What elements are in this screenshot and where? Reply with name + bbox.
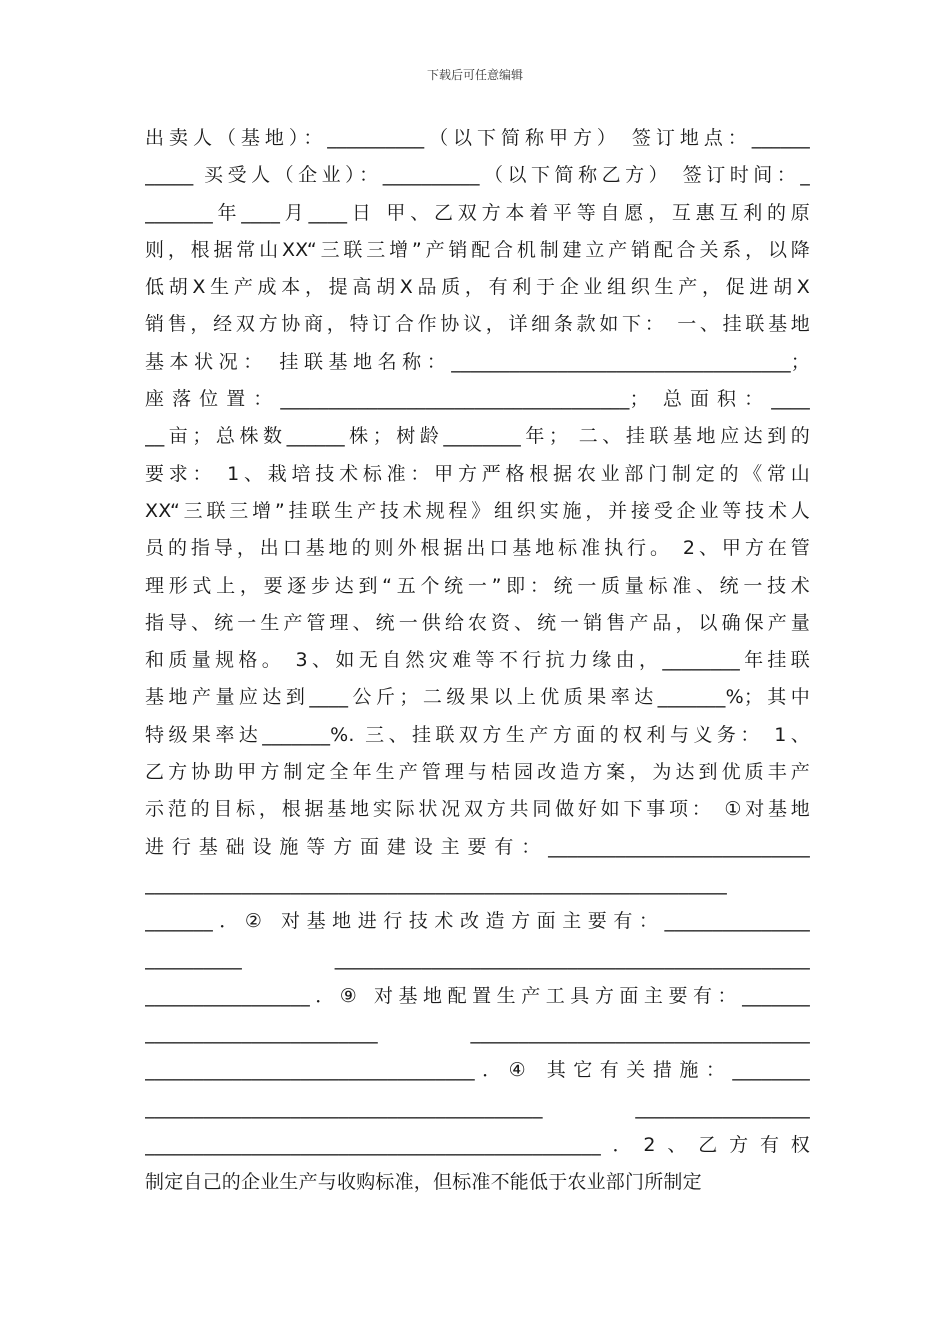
text-line: __________ _________________________________________________	[145, 947, 810, 970]
text-line: 理形式上，要逐步达到“五个统一”即：统一质量标准、统一技术	[145, 574, 810, 597]
text-line: 特级果率达_______%. 三、挂联双方生产方面的权利与义务： 1、	[145, 723, 810, 746]
text-line: 指导、统一生产管理、统一供给农资、统一销售产品，以确保产量	[145, 611, 810, 634]
text-line: 制定自己的企业生产与收购标准，但标准不能低于农业部门所制定	[145, 1171, 702, 1194]
text-line: 员的指导，出口基地的则外根据出口基地标准执行。 2、甲方在管	[145, 537, 810, 560]
page-header-note: 下载后可任意编辑	[426, 68, 523, 82]
text-line: 销售，经双方协商，特订合作协议，详细条款如下： 一、挂联基地	[145, 313, 810, 336]
text-line: ________________________ ___________________________________	[145, 1022, 810, 1045]
text-line: 座落位置：____________________________________； 总面积：____	[145, 388, 810, 411]
text-line: ____________________________________________________________	[145, 872, 727, 895]
text-line: _______年____月____日 甲、乙双方本着平等自愿，互惠互利的原	[145, 201, 810, 224]
text-line: 示范的目标，根据基地实际状况双方共同做好如下事项： ①对基地	[145, 798, 810, 821]
text-line: 和质量规格。 3、如无自然灾难等不行抗力缘由，________年挂联	[145, 649, 810, 672]
text-line: _______．② 对基地进行技术改造方面主要有：_______________	[145, 910, 810, 933]
text-line: 基地产量应达到____公斤；二级果以上优质果率达_______%；其中	[145, 686, 810, 709]
text-line: 出卖人（基地）：__________（以下简称甲方） 签订地点：______	[145, 127, 810, 149]
text-line: _________________________________________ __________________	[145, 1096, 810, 1119]
text-line: _______________________________________________．2、乙方有权	[145, 1134, 810, 1157]
document-body	[145, 120, 810, 1202]
text-line: XX“三联三增”挂联生产技术规程》组织实施，并接受企业等技术人	[145, 499, 810, 522]
text-line: _________________．⑨ 对基地配置生产工具方面主要有：_______	[145, 984, 810, 1007]
text-line: 乙方协助甲方制定全年生产管理与桔园改造方案，为达到优质丰产	[145, 761, 810, 784]
text-line: 则，根据常山XX“三联三增”产销配合机制建立产销配合关系，以降	[145, 238, 810, 261]
text-line: __亩；总株数______株；树龄________年； 二、挂联基地应达到的	[145, 425, 810, 448]
text-line: 低胡X生产成本，提高胡X品质，有利于企业组织生产，促进胡X	[145, 276, 810, 299]
text-line: 进行基础设施等方面建设主要有：___________________________	[145, 835, 810, 858]
text-line: 基本状况： 挂联基地名称：___________________________________；	[145, 350, 810, 373]
text-line: _____ 买受人（企业）：__________（以下简称乙方） 签订时间：_	[145, 164, 810, 187]
text-line: 要求： 1、栽培技术标准：甲方严格根据农业部门制定的《常山	[145, 462, 810, 485]
text-line: __________________________________．④ 其它有关措施：________	[145, 1059, 810, 1082]
